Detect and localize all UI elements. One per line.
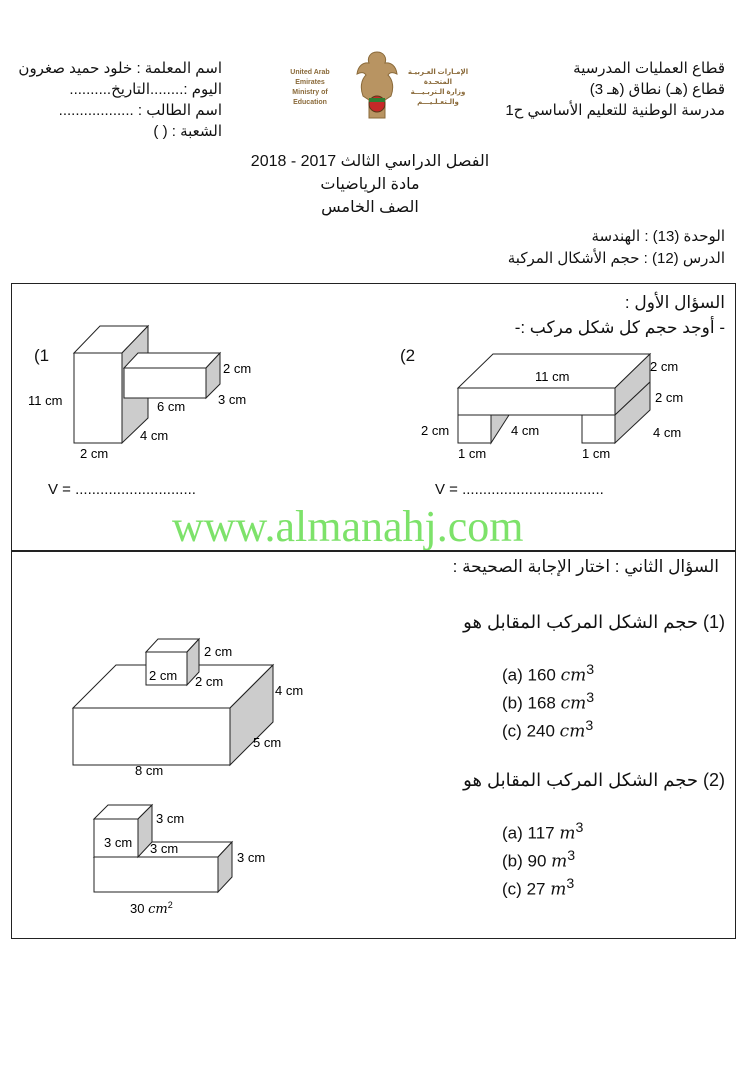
grade-line: الصف الخامس (321, 199, 419, 216)
fig1-height-label: 11 cm (28, 393, 63, 408)
fig1-width-label: 2 cm (80, 446, 109, 461)
q2-item2-option-c[interactable]: (c) 27 $m^3$ (502, 876, 575, 900)
term-line: الفصل الدراسي الثالث 2017 - 2018 (250, 153, 490, 170)
q2-item1-options (502, 662, 594, 746)
fig1-answer-line: V = ............................. (48, 481, 196, 498)
zone-line: قطاع (هـ) نطاق (هـ 3) (589, 81, 725, 98)
page-title (180, 150, 560, 219)
fig1-length-label: 6 cm (157, 399, 186, 414)
q2-item1-question: (1) حجم الشكل المركب المقابل هو (463, 612, 725, 632)
subject-line: مادة الرياضيات (320, 176, 420, 193)
section-line: الشعبة : ( ) (153, 123, 222, 140)
q2-item1-base-height-label: 4 cm (275, 683, 304, 698)
q2-item1-base-length-label: 8 cm (135, 763, 164, 778)
fig1-number: (1 (34, 346, 50, 365)
q2-item1-cube-depth-label: 2 cm (195, 674, 224, 689)
fig2-left-leg-depth-label: 4 cm (511, 423, 540, 438)
q1-heading: السؤال الأول : (624, 293, 725, 312)
watermark: www.almanahj.com (172, 502, 524, 551)
q2-item1-option-a[interactable]: (a) 160 $cm^3$ (502, 662, 595, 686)
ministry-logo (275, 48, 475, 128)
date-line: اليوم :........التاريخ.......... (69, 81, 222, 98)
q2-item2-cube-front-label: 3 cm (104, 835, 133, 850)
fig1-depth-label: 4 cm (140, 428, 169, 443)
student-line: اسم الطالب : .................. (58, 102, 222, 119)
fig2-slab-height-label: 2 cm (655, 390, 684, 405)
q2-item1-cube-front-label: 2 cm (149, 668, 178, 683)
q2-item1-base-depth-label: 5 cm (253, 735, 282, 750)
q2-item2-options (502, 820, 583, 904)
logo-en: United Arab Emirates Ministry of Education (290, 69, 330, 106)
unit-line: الوحدة (13) : الهندسة (591, 228, 725, 245)
q2-item2-option-a[interactable]: (a) 117 $m^3$ (502, 820, 584, 844)
q2-item2-area-label: 30 $cm^2$ (130, 900, 173, 917)
fig2-right-leg-width-label: 1 cm (582, 446, 611, 461)
fig2-left-leg-width-label: 1 cm (458, 446, 487, 461)
q2-item2-cube-height-label: 3 cm (156, 811, 185, 826)
q2-item2-base-height-label: 3 cm (237, 850, 266, 865)
q1-instruction: - أوجد حجم كل شكل مركب :- (514, 318, 725, 337)
eagle-emblem-icon (355, 48, 399, 126)
q2-item2-diagram (80, 795, 290, 920)
q2-item1-diagram (60, 630, 320, 780)
fig2-answer-line: V = .................................. (435, 481, 604, 498)
fig1-top-label: 2 cm (223, 361, 252, 376)
header-left (12, 58, 222, 142)
school-line: مدرسة الوطنية للتعليم الأساسي ح1 (505, 102, 725, 119)
q2-item1-option-c[interactable]: (c) 240 $cm^3$ (502, 718, 594, 742)
header-right (505, 58, 725, 121)
sector-line: قطاع العمليات المدرسية (573, 60, 725, 77)
fig2-number: (2 (400, 346, 416, 365)
fig1-diagram (20, 318, 270, 468)
fig2-leg-height-label: 2 cm (421, 423, 450, 438)
fig2-top-width-label: 2 cm (650, 359, 679, 374)
q2-heading: السؤال الثاني : اختار الإجابة الصحيحة : (452, 557, 719, 576)
teacher-line: اسم المعلمة : خلود حميد صغرون (18, 60, 222, 77)
q2-item2-cube-depth-label: 3 cm (150, 841, 179, 856)
lesson-line: الدرس (12) : حجم الأشكال المركبة (507, 250, 725, 267)
fig1-side-label: 3 cm (218, 392, 247, 407)
q2-item1-cube-height-label: 2 cm (204, 644, 233, 659)
logo-ar: الإمـارات العـربيـة المتحـدة وزارة الـتربـيـــة والـتعـلـيـــم (407, 69, 469, 106)
q2-item2-question: (2) حجم الشكل المركب المقابل هو (463, 770, 725, 790)
fig2-length-label: 11 cm (535, 369, 570, 384)
fig2-right-leg-depth-label: 4 cm (653, 425, 682, 440)
q2-item2-option-b[interactable]: (b) 90 $m^3$ (502, 848, 576, 872)
fig2-diagram (415, 340, 705, 470)
q2-item1-option-b[interactable]: (b) 168 $cm^3$ (502, 690, 595, 714)
